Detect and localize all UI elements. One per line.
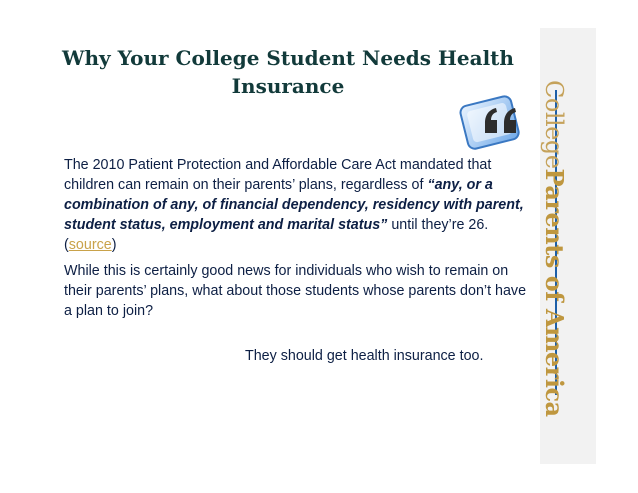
brand-rest: Parents of America (540, 168, 569, 417)
paragraph-question: While this is certainly good news for individuals who wish to remain on their parents’ plans, what about those students whose parents don’t have a plan to join? (64, 263, 527, 319)
closing-line: They should get health insurance too. (245, 348, 484, 364)
brand-logo (540, 80, 568, 417)
paragraph-aca-close: ) (111, 237, 117, 253)
paragraph-aca-quote: “any, or a combination of any, of financial dependency, residency with parent, student status, employment and marital status” (64, 177, 524, 233)
paragraph-aca-tail: until they’re 26. ( (64, 217, 489, 253)
slide-title: Why Your College Student Needs Health Insurance (62, 46, 514, 98)
source-link[interactable]: source (68, 237, 112, 253)
quotation-mark-icon (452, 82, 534, 164)
paragraph-aca-lead: The 2010 Patient Protection and Affordable Care Act mandated that children can remain on their parents’ plans, regardless of (64, 157, 492, 193)
brand-first-word: College (540, 80, 568, 169)
paragraph-aca (64, 155, 534, 255)
